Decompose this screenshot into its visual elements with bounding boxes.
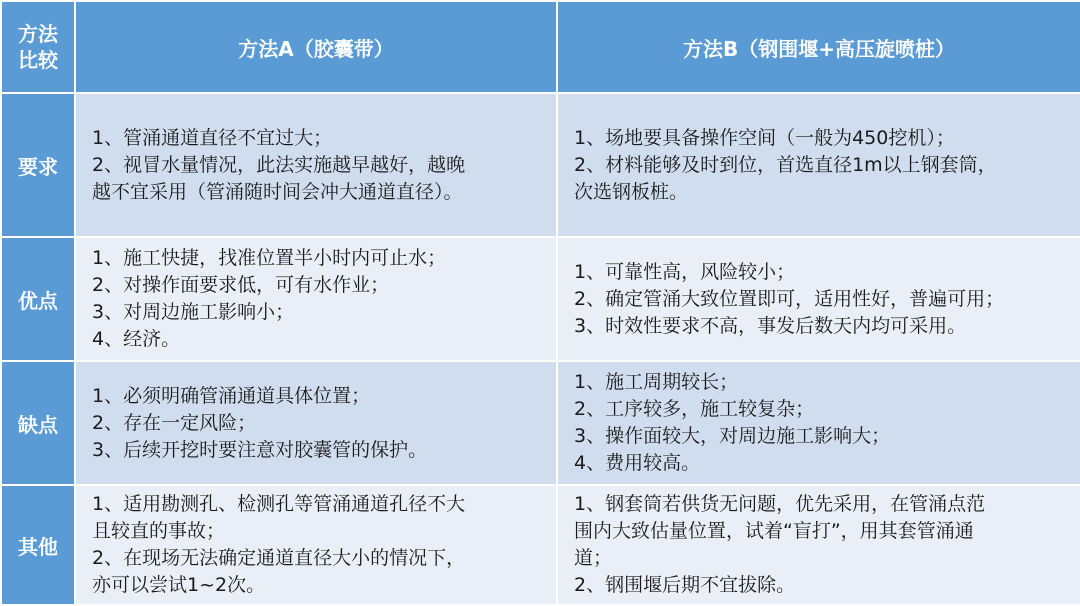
cell-line: 3、后续开挖时要注意对胶囊管的保护。 (92, 438, 428, 461)
corner-line: 比较 (18, 48, 58, 72)
method-a-cell (75, 93, 557, 237)
cell-line: 1、管涌通道直径不宜过大； (92, 126, 333, 149)
method-b-cell (557, 93, 1080, 237)
corner-header (1, 1, 75, 93)
row-label: 优点 (1, 237, 75, 361)
table-row-disadvantages (1, 361, 1080, 485)
cell-line: 4、费用较高。 (574, 452, 701, 474)
method-a-header: 方法A（胶囊带） (75, 1, 557, 93)
cell-line: 2、确定管涌大致位置即可，适用性好，普遍可用； (574, 287, 1005, 310)
cell-line: 2、材料能够及时到位，首选直径1m以上钢套筒， (574, 153, 997, 176)
method-b-cell (557, 485, 1080, 605)
table-row-other (1, 485, 1080, 605)
cell-line: 1、场地要具备操作空间（一般为450挖机）； (574, 126, 955, 149)
cell-line: 1、适用勘测孔、检测孔等管涌通道孔径不大 (92, 493, 466, 515)
cell-line: 2、存在一定风险； (92, 411, 257, 434)
row-label: 其他 (1, 485, 75, 605)
cell-line: 2、视冒水量情况，此法实施越早越好，越晚 (92, 153, 466, 176)
method-b-cell (557, 237, 1080, 361)
row-label: 要求 (1, 93, 75, 237)
cell-line: 道； (574, 547, 613, 569)
method-a-cell (75, 361, 557, 485)
corner-line: 方法 (18, 22, 58, 46)
cell-line: 4、经济。 (92, 328, 181, 350)
cell-line: 3、操作面较大，对周边施工影响大； (574, 425, 891, 447)
cell-line: 围内大致估量位置，试着“盲打”，用其套管涌通 (574, 520, 974, 542)
cell-line: 越不宜采用（管涌随时间会冲大通道直径）。 (92, 180, 463, 203)
cell-line: 1、施工周期较长； (574, 371, 739, 393)
cell-line: 2、对操作面要求低，可有水作业； (92, 274, 390, 296)
header-row (1, 1, 1080, 93)
cell-line: 1、可靠性高，风险较小； (574, 260, 796, 283)
cell-line: 3、时效性要求不高，事发后数天内均可采用。 (574, 314, 967, 337)
method-b-cell (557, 361, 1080, 485)
cell-line: 2、钢围堰后期不宜拔除。 (574, 574, 796, 596)
cell-line: 且较直的事故； (92, 520, 226, 542)
cell-line: 1、钢套筒若供货无问题，优先采用，在管涌点范 (574, 493, 986, 515)
table-row-requirements (1, 93, 1080, 237)
table-row-advantages (1, 237, 1080, 361)
cell-line: 1、必须明确管涌通道具体位置； (92, 384, 371, 407)
cell-line: 2、在现场无法确定通道直径大小的情况下， (92, 547, 466, 569)
cell-line: 2、工序较多，施工较复杂； (574, 398, 815, 420)
cell-line: 亦可以尝试1~2次。 (92, 574, 266, 596)
row-label: 缺点 (1, 361, 75, 485)
method-a-cell (75, 485, 557, 605)
method-a-cell (75, 237, 557, 361)
method-b-header: 方法B（钢围堰+高压旋喷桩） (557, 1, 1080, 93)
cell-line: 3、对周边施工影响小； (92, 301, 295, 323)
cell-line: 次选钢板桩。 (574, 180, 689, 203)
cell-line: 1、施工快捷，找准位置半小时内可止水； (92, 247, 447, 269)
